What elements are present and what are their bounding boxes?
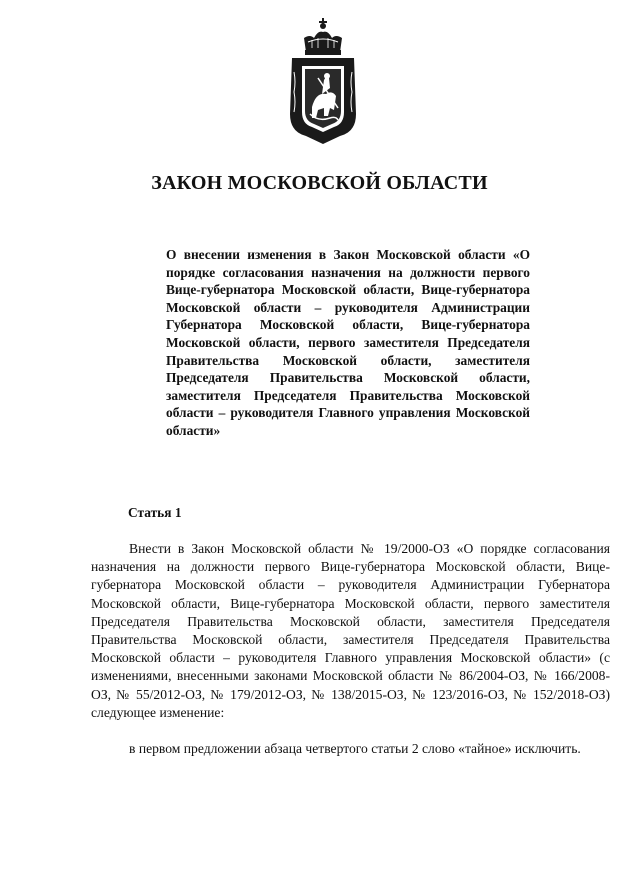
article-paragraph: Внести в Закон Московской области № 19/2000-ОЗ «О порядке согласования назначения на должности первого Вице-губернатора Московской области, Вице-губернатора Московской области – руководителя Администрации Губернатора Московской области, Вице-губернатора Московской области, первого заместителя Председателя Правительства Московской области, заместителя Председателя Правительства Московской области, заместителя Председателя Правительства Московской области – руководителя Главного управления Московской области» (с изменениями, внесенными законами Московской области № 86/2004-ОЗ, № 166/2008-ОЗ, № 55/2012-ОЗ, № 179/2012-ОЗ, № 138/2015-ОЗ, № 123/2016-ОЗ, № 152/2018-ОЗ) следующее изменение:	[91, 541, 610, 720]
moscow-oblast-coat-of-arms-icon	[282, 12, 364, 150]
law-subject: О внесении изменения в Закон Московской области «О порядке согласования назначения на должности первого Вице-губернатора Московской области, Вице-губернатора Московской области – руководителя Администрации Губернатора Московской области, Вице-губернатора Московской области, первого заместителя Председателя Правительства Московской области, заместителя Председателя Правительства Московской области, заместителя Председателя Правительства Московской области – руководителя Главного управления Московской области»	[166, 247, 530, 438]
law-title: ЗАКОН МОСКОВСКОЙ ОБЛАСТИ	[151, 172, 488, 194]
article-paragraph: в первом предложении абзаца четвертого статьи 2 слово «тайное» исключить.	[129, 741, 581, 756]
article-heading: Статья 1	[128, 505, 182, 520]
